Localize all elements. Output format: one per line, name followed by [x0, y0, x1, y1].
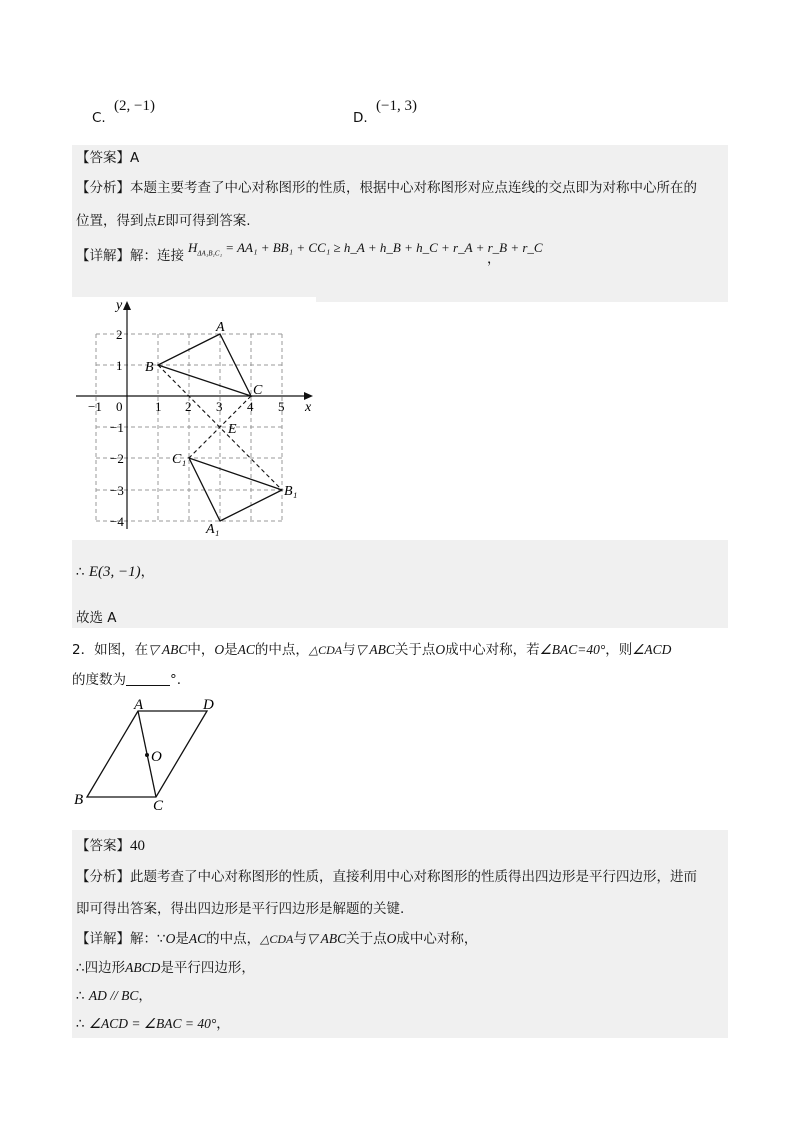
option-c-value: (2, −1): [114, 98, 155, 114]
answer-value: 40: [130, 838, 145, 854]
label-c: C: [153, 798, 164, 814]
q2-step-3: [76, 1014, 230, 1034]
answer-tag: 【答案】: [76, 838, 130, 854]
analysis-text: 即可得到答案.: [165, 213, 251, 229]
therefore-symbol: ∴: [76, 988, 85, 1004]
detail-text: 解：连接: [130, 248, 184, 264]
option-d-value: (−1, 3): [376, 98, 417, 114]
analysis-text: 本题主要考查了中心对称图形的性质，根据中心对称图形对应点连线的交点即为对称中心所在的: [130, 180, 697, 196]
q2-question-line-2: [72, 670, 181, 690]
step-text: ，: [216, 1016, 230, 1032]
y-tick: −4: [110, 514, 124, 529]
triangle-abc: ▽ ABC: [148, 642, 188, 657]
y-tick: −1: [110, 420, 124, 435]
q1-answer-line: [76, 148, 139, 168]
q2-text: 成中心对称，若: [445, 642, 540, 658]
q2-text: 的中点，: [254, 642, 309, 658]
formula-rest: = AA₁ + BB₁ + CC₁ ≥ h_A + h_B + h_C + r_A + r_B + r_C: [225, 240, 543, 255]
therefore-symbol: ∴: [76, 1016, 85, 1032]
formula-sub: ΔA₁B₁C₁: [197, 249, 223, 258]
point-o: O: [214, 642, 225, 657]
detail-text: 关于点: [346, 931, 387, 947]
q2-text: 关于点: [394, 642, 436, 658]
point-o-dot: [145, 753, 149, 757]
q2-step-1: [76, 958, 255, 978]
analysis-tag: 【分析】: [76, 180, 130, 196]
detail-text: 的中点，: [206, 931, 261, 947]
q2-text: ，则: [605, 642, 633, 658]
graph-background: [72, 297, 316, 540]
point-c1-label: C₁: [172, 452, 187, 467]
q1-analysis-line-2: [76, 211, 251, 231]
option-d-label: D.: [353, 110, 368, 126]
detail-text: 是: [175, 931, 189, 947]
segment-ac: AC: [188, 931, 207, 946]
point-o: O: [435, 642, 446, 657]
y-axis-label: y: [116, 298, 123, 313]
coordinate-graph: [72, 297, 316, 540]
point-a1-label: A₁: [206, 522, 220, 537]
step-text: 是平行四边形，: [160, 960, 255, 976]
detail-text: 成中心对称，: [396, 931, 478, 947]
q2-text: 如图，在: [94, 642, 149, 658]
point-c-label: C: [253, 383, 263, 398]
y-tick: 2: [116, 327, 123, 342]
y-tick: −3: [110, 483, 124, 498]
label-d: D: [203, 697, 214, 713]
q2-analysis-line-2: 即可得出答案，得出四边形是平行四边形是解题的关键.: [76, 901, 405, 917]
triangle-cda: △CDA: [308, 643, 343, 657]
x-tick: 1: [155, 399, 162, 414]
angle-equality: ∠ACD = ∠BAC = 40°: [88, 1016, 217, 1031]
q2-question-line-1: [72, 640, 671, 660]
point-e: E: [157, 213, 166, 228]
analysis-text: 位置，得到点: [76, 213, 157, 229]
q1-detail-line: [76, 246, 184, 266]
q1-choose-line: 故选 A: [76, 610, 117, 626]
quad-abcd: ABCD: [125, 960, 161, 975]
step-text: 四边形: [84, 960, 126, 976]
detail-tag: 【详解】: [76, 248, 130, 264]
answer-value: A: [130, 150, 140, 166]
q1-analysis-line-1: [76, 178, 697, 198]
x-tick: −1: [88, 399, 102, 414]
angle-bac: ∠BAC=40°: [539, 642, 606, 657]
triangle-cda: △CDA: [260, 932, 294, 946]
detail-tag: 【详解】: [76, 931, 130, 947]
x-tick: 4: [247, 399, 254, 414]
q2-text: 与: [342, 642, 356, 658]
q2-text: °.: [170, 672, 182, 688]
q2-text: 是: [224, 642, 238, 658]
answer-blank: [126, 671, 170, 686]
point-o: O: [165, 931, 176, 946]
therefore-symbol: ∴: [76, 960, 85, 976]
label-b: B: [74, 792, 84, 808]
answer-tag: 【答案】: [76, 150, 130, 166]
point-a-label: A: [216, 320, 225, 335]
analysis-tag: 【分析】: [76, 869, 130, 885]
point-o: O: [386, 931, 397, 946]
x-tick: 2: [185, 399, 192, 414]
label-o: O: [151, 749, 162, 765]
y-tick: 1: [116, 358, 123, 373]
q1-conclusion-line: [76, 562, 154, 582]
angle-acd: ∠ACD: [632, 642, 672, 657]
q2-text: 中，: [187, 642, 215, 658]
label-a: A: [134, 697, 144, 713]
x-tick: 5: [278, 399, 285, 414]
conclusion-value: E(3, −1): [88, 564, 141, 580]
point-e-label: E: [228, 422, 237, 437]
q2-analysis-line-1: [76, 867, 697, 887]
point-b1-label: B₁: [284, 484, 298, 499]
q2-answer-line: [76, 836, 145, 856]
triangle-abc: ▽ ABC: [306, 931, 347, 946]
option-c-label: C.: [92, 110, 106, 126]
q2-step-2: [76, 986, 152, 1006]
question-number: 2．: [72, 642, 95, 658]
segment-ac: AC: [237, 642, 255, 657]
parallelogram-figure: [72, 696, 222, 814]
detail-text: 解：∵: [130, 931, 166, 947]
x-tick: 0: [116, 399, 123, 414]
therefore-symbol: ∴: [76, 564, 85, 580]
q2-detail-line: [76, 929, 477, 949]
formula-h: H: [188, 240, 198, 255]
y-tick: −2: [110, 451, 124, 466]
point-b-label: B: [145, 360, 154, 375]
formula-comma: ，: [487, 251, 501, 267]
q1-conclusion-block: [72, 540, 728, 628]
parallel-statement: AD // BC: [88, 988, 139, 1003]
step-text: ，: [138, 988, 152, 1004]
x-axis-label: x: [305, 400, 312, 415]
conclusion-comma: ，: [140, 564, 155, 580]
q2-text: 的度数为: [72, 672, 126, 688]
triangle-abc: ▽ ABC: [355, 642, 395, 657]
x-tick: 3: [216, 399, 223, 414]
analysis-text: 此题考查了中心对称图形的性质，直接利用中心对称图形的性质得出四边形是平行四边形，进而: [130, 869, 697, 885]
detail-text: 与: [293, 931, 307, 947]
